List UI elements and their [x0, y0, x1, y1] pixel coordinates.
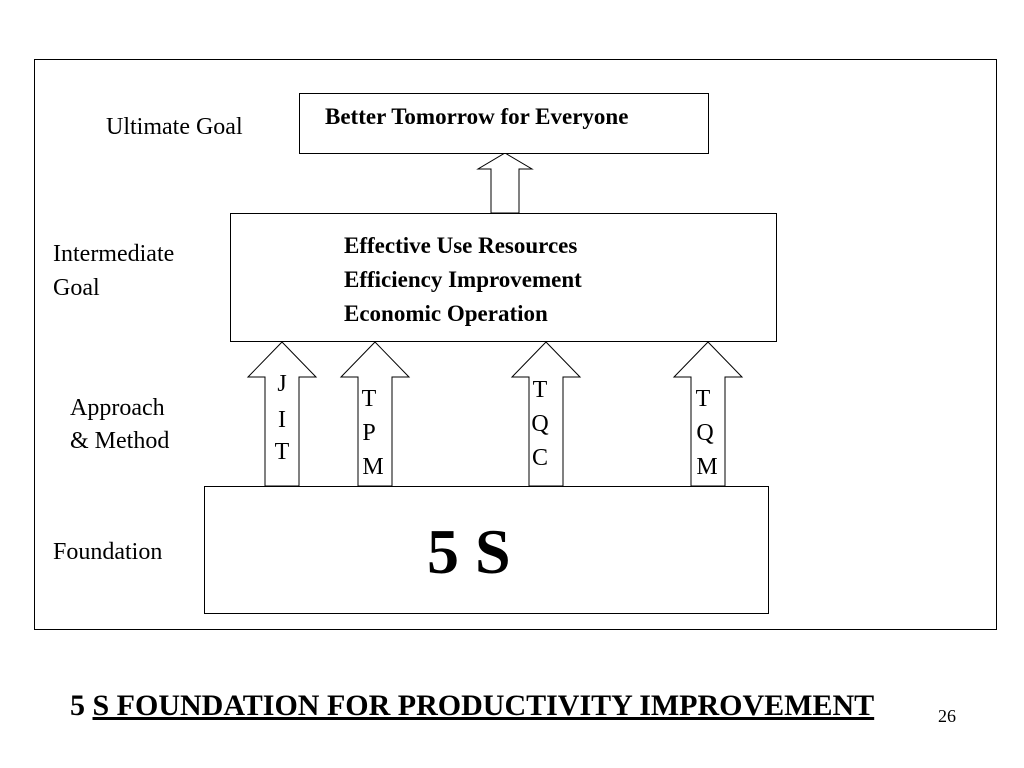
method-tqm-letter-2: Q	[696, 420, 714, 446]
method-tpm-letter-2: P	[362, 420, 376, 446]
method-tqm-letter-1: T	[695, 386, 711, 412]
ultimate-goal-text: Better Tomorrow for Everyone	[325, 104, 629, 129]
level-label-foundation: Foundation	[53, 539, 163, 565]
method-tqc-letter-3: C	[531, 445, 548, 471]
foundation-text: 5 S	[427, 516, 511, 587]
slide-title-underlined: S FOUNDATION FOR PRODUCTIVITY IMPROVEMENT	[92, 689, 875, 722]
level-label-approach-line1: Approach	[70, 395, 165, 421]
method-jit-letter-1: J	[277, 371, 287, 397]
slide-title	[70, 689, 874, 723]
method-jit-letter-2: I	[278, 407, 286, 433]
method-tqc-letter-2: Q	[531, 411, 549, 437]
intermediate-goal-line-2: Efficiency Improvement	[344, 267, 582, 292]
level-label-approach-line2: & Method	[70, 428, 170, 454]
page-number: 26	[938, 706, 956, 726]
method-tqc-letter-1: T	[532, 377, 548, 403]
method-tpm-letter-1: T	[361, 386, 377, 412]
method-tqm-letter-3: M	[696, 454, 718, 480]
slide-title-prefix: 5	[70, 689, 93, 722]
method-jit-letter-3: T	[274, 439, 290, 465]
intermediate-goal-line-1: Effective Use Resources	[344, 233, 578, 258]
level-label-intermediate-line2: Goal	[53, 275, 100, 301]
level-label-intermediate-line1: Intermediate	[53, 241, 175, 267]
level-label-ultimate: Ultimate Goal	[106, 114, 243, 140]
method-tpm-letter-3: M	[362, 454, 384, 480]
arrow-up-ultimate	[478, 153, 532, 213]
intermediate-goal-line-3: Economic Operation	[344, 301, 548, 326]
